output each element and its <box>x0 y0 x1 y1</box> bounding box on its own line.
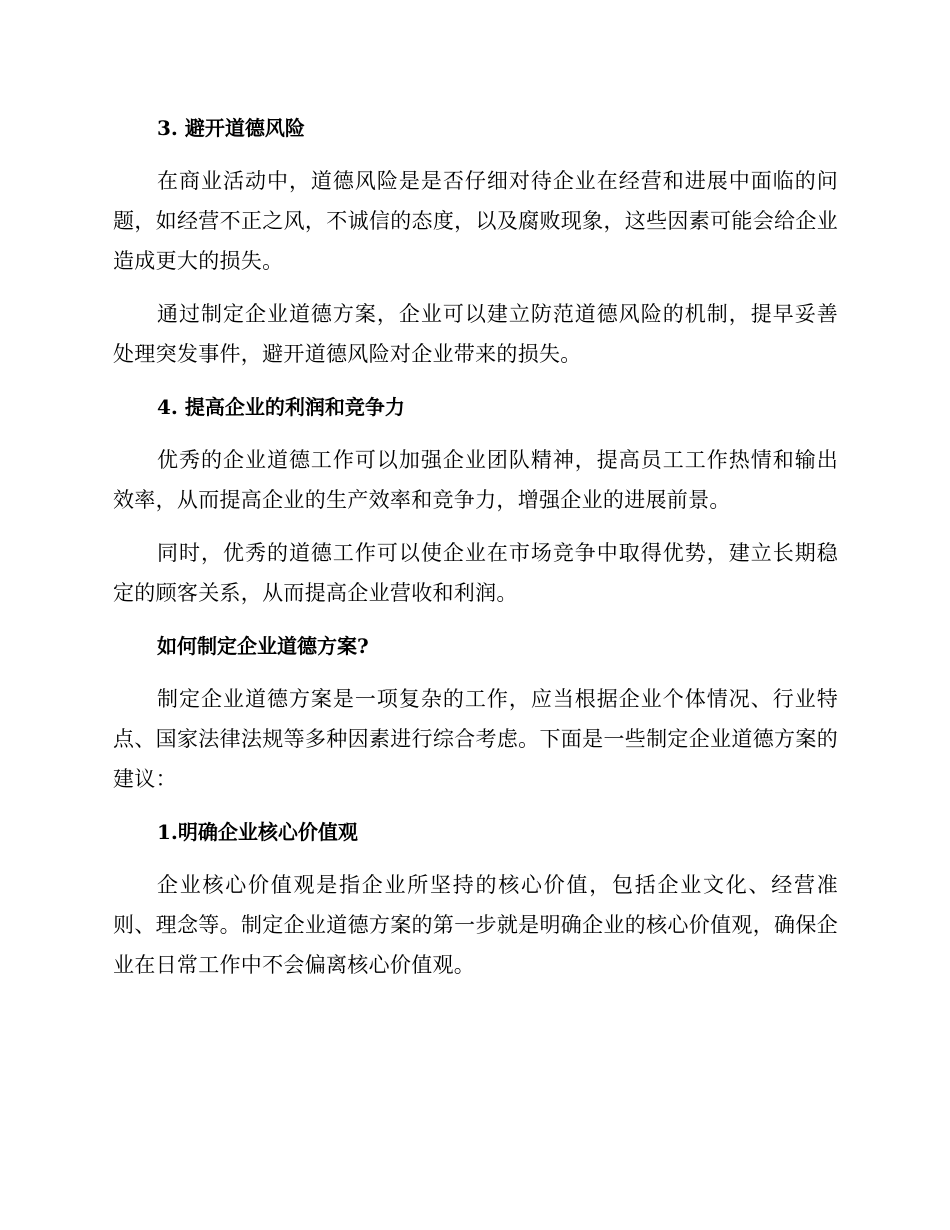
paragraph-moral-risk-mechanism: 通过制定企业道德方案，企业可以建立防范道德风险的机制，提早妥善处理突发事件，避开道德风险对企业带来的损失。 <box>113 302 838 366</box>
section-heading-avoid-moral-risk: 3. 避开道德风险 <box>157 116 305 140</box>
document-page <box>113 108 838 985</box>
section-heading-how-to-make-plan: 如何制定企业道德方案? <box>157 634 369 658</box>
paragraph-core-values: 企业核心价值观是指企业所坚持的核心价值，包括企业文化、经营准则、理念等。制定企业道德方案的第一步就是明确企业的核心价值观，确保企业在日常工作中不会偏离核心价值观。 <box>113 873 838 977</box>
paragraph-market-advantage: 同时，优秀的道德工作可以使企业在市场竞争中取得优势，建立长期稳定的顾客关系，从而提高企业营收和利润。 <box>113 541 838 605</box>
paragraph-team-spirit: 优秀的企业道德工作可以加强企业团队精神，提高员工工作热情和输出效率，从而提高企业的生产效率和竞争力，增强企业的进展前景。 <box>113 448 838 512</box>
section-heading-core-values: 1.明确企业核心价值观 <box>157 820 358 844</box>
paragraph-moral-risk-definition: 在商业活动中，道德风险是是否仔细对待企业在经营和进展中面临的问题，如经营不正之风，不诚信的态度，以及腐败现象，这些因素可能会给企业造成更大的损失。 <box>113 169 838 273</box>
paragraph-plan-suggestions: 制定企业道德方案是一项复杂的工作，应当根据企业个体情况、行业特点、国家法律法规等多种因素进行综合考虑。下面是一些制定企业道德方案的建议： <box>113 687 838 791</box>
section-heading-profit-competitiveness: 4. 提高企业的利润和竞争力 <box>157 395 405 419</box>
